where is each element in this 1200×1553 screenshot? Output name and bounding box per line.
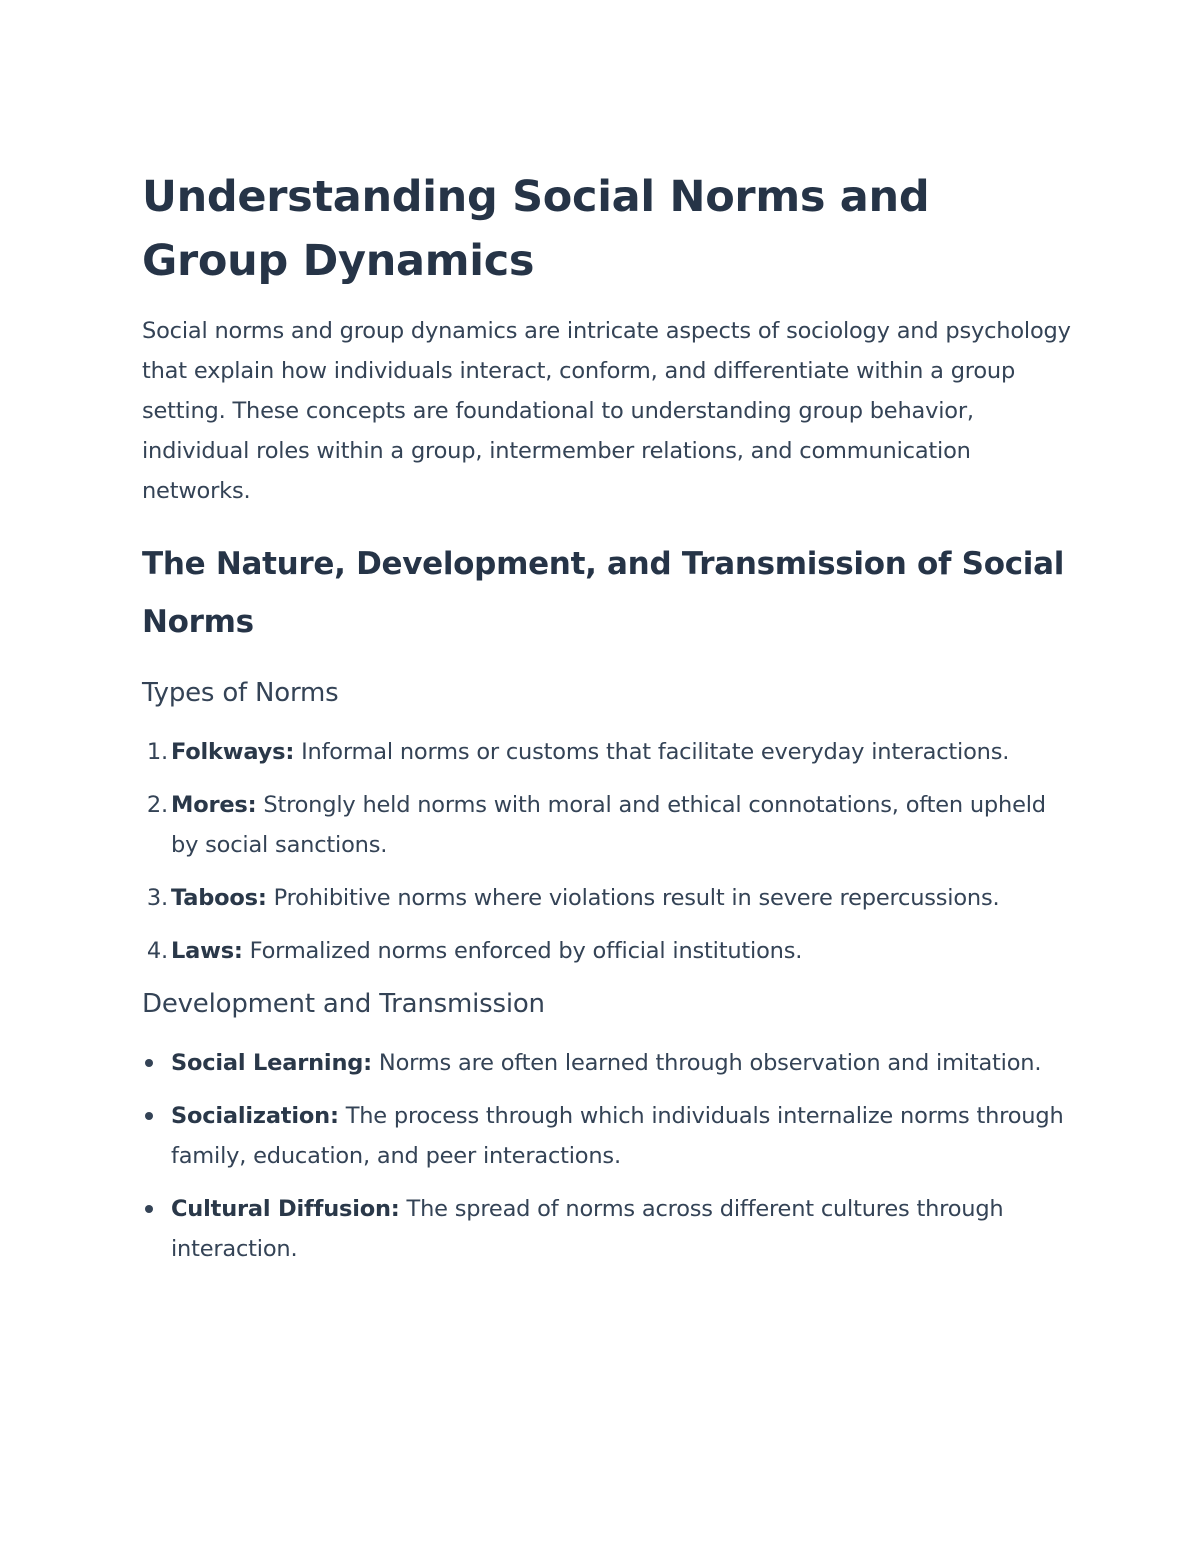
list-item-text: The spread of norms across different cultures through interaction. <box>171 1196 1004 1262</box>
bullet-icon <box>145 1112 153 1120</box>
section-heading: The Nature, Development, and Transmission of Social Norms <box>142 546 1065 640</box>
bullet-icon <box>145 1059 153 1067</box>
list-item-term: Mores: <box>171 792 257 818</box>
intro-paragraph: Social norms and group dynamics are intricate aspects of sociology and psychology that explain how individuals interact, conform, and differentiate within a group setting. These concepts are foundational to understanding group behavior, individual roles within a group, intermember relations, and communication networks. <box>142 318 1071 504</box>
list-item <box>142 878 1072 918</box>
list-item-text: The process through which individuals internalize norms through family, education, and peer interactions. <box>171 1103 1064 1169</box>
list-number: 2. <box>146 792 168 818</box>
list-item <box>142 785 1072 865</box>
list-item <box>142 931 1072 971</box>
development-list <box>142 1043 1072 1269</box>
list-item <box>142 1096 1072 1176</box>
types-of-norms-list <box>142 732 1072 971</box>
list-item-term: Folkways: <box>171 739 295 765</box>
list-item-text: Informal norms or customs that facilitate everyday interactions. <box>294 739 1010 765</box>
list-number: 3. <box>146 885 168 911</box>
document-page <box>142 165 1072 1282</box>
list-item-term: Socialization: <box>171 1103 339 1129</box>
list-number: 1. <box>146 739 168 765</box>
bullet-icon <box>145 1205 153 1213</box>
list-item <box>142 1189 1072 1269</box>
subsection-heading-development: Development and Transmission <box>142 989 545 1019</box>
list-item-text: Prohibitive norms where violations result in severe repercussions. <box>266 885 1000 911</box>
page-title: Understanding Social Norms and Group Dynamics <box>142 172 930 286</box>
subsection-heading-types: Types of Norms <box>142 678 339 708</box>
list-item-text: Norms are often learned through observation and imitation. <box>371 1050 1042 1076</box>
list-item <box>142 1043 1072 1083</box>
list-item-term: Cultural Diffusion: <box>171 1196 400 1222</box>
list-number: 4. <box>146 938 168 964</box>
list-item-text: Strongly held norms with moral and ethical connotations, often upheld by social sanctions. <box>171 792 1046 858</box>
list-item <box>142 732 1072 772</box>
list-item-term: Taboos: <box>171 885 267 911</box>
list-item-term: Social Learning: <box>171 1050 372 1076</box>
list-item-term: Laws: <box>171 938 243 964</box>
list-item-text: Formalized norms enforced by official institutions. <box>242 938 803 964</box>
